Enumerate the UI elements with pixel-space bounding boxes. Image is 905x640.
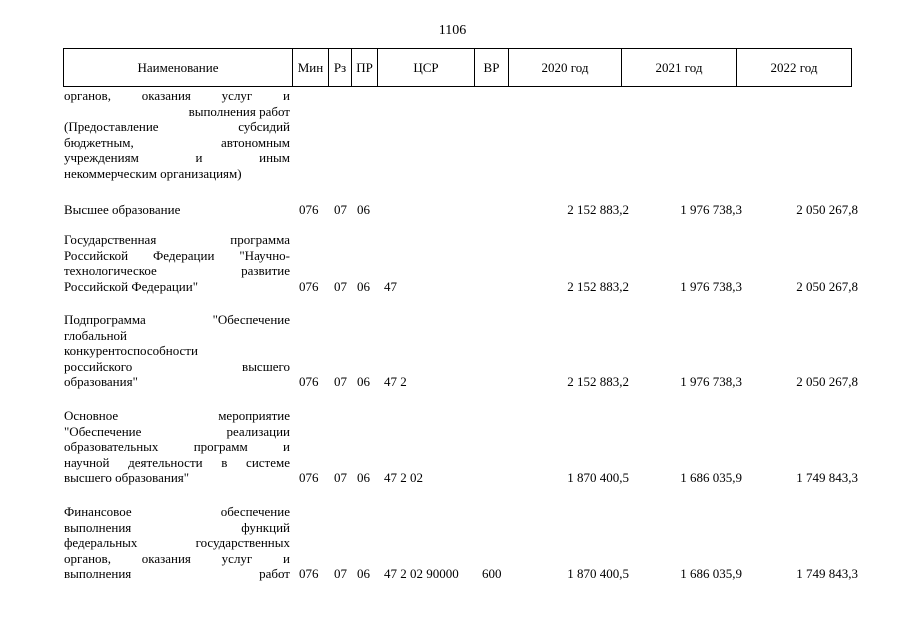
name-line: федеральных государственных [64, 535, 290, 550]
cell-2022: 2 050 267,8 [796, 202, 858, 217]
name-line: Высшее образование [64, 202, 181, 217]
name-line: учреждениям и иным [64, 150, 290, 165]
cell-rz: 07 [334, 278, 347, 294]
name-line: выполнения функций [64, 519, 290, 535]
row-name [64, 408, 290, 486]
cell-pr: 06 [357, 278, 370, 294]
cell-csr: 47 2 02 90000 [384, 566, 459, 581]
cell-rz: 07 [334, 470, 347, 485]
cell-2022: 1 749 843,3 [796, 470, 858, 485]
name-line: Российской Федерации" [64, 278, 199, 294]
name-line: (Предоставление субсидий [64, 119, 290, 134]
cell-2022: 1 749 843,3 [796, 566, 858, 581]
header-2020: 2020 год [509, 49, 622, 87]
cell-2020: 1 870 400,5 [567, 566, 629, 581]
header-min: Мин [293, 49, 329, 87]
cell-pr: 06 [357, 566, 370, 581]
name-line: бюджетным, автономным [64, 134, 290, 150]
cell-csr: 47 [384, 278, 397, 294]
row-name [64, 312, 290, 390]
name-line: глобальной [64, 327, 127, 343]
name-line: научной деятельности в системе [64, 454, 290, 470]
cell-csr: 47 2 [384, 374, 407, 389]
name-line: выполнения работ [64, 566, 290, 581]
cell-min: 076 [299, 278, 319, 294]
header-rz: Рз [329, 49, 352, 87]
cell-2020: 1 870 400,5 [567, 470, 629, 485]
name-line: российского высшего [64, 358, 290, 374]
cell-2020: 2 152 883,2 [567, 278, 629, 294]
cell-2022: 2 050 267,8 [796, 278, 858, 294]
name-line: Основное мероприятие [64, 408, 290, 423]
name-line: технологическое развитие [64, 263, 290, 278]
header-csr: ЦСР [378, 49, 475, 87]
name-line: Государственная программа [64, 232, 290, 247]
cell-pr: 06 [357, 470, 370, 485]
cell-2022: 2 050 267,8 [796, 374, 858, 389]
name-line: выполнения работ [188, 103, 290, 119]
header-2022: 2022 год [737, 49, 852, 87]
row-name [64, 504, 290, 582]
row-name [64, 232, 290, 294]
cell-2021: 1 976 738,3 [680, 374, 742, 389]
cell-rz: 07 [334, 566, 347, 581]
name-line: образовательных программ и [64, 439, 290, 454]
cell-rz: 07 [334, 374, 347, 389]
cell-pr: 06 [357, 374, 370, 389]
name-line: Подпрограмма "Обеспечение [64, 312, 290, 327]
cell-2021: 1 686 035,9 [680, 470, 742, 485]
header-2021: 2021 год [622, 49, 737, 87]
header-vr: ВР [475, 49, 509, 87]
name-line: некоммерческим организациям) [64, 165, 242, 181]
cell-vr: 600 [482, 566, 502, 581]
cell-csr: 47 2 02 [384, 470, 423, 485]
cell-rz: 07 [334, 202, 347, 217]
name-line: конкурентоспособности [64, 343, 198, 358]
cell-2021: 1 686 035,9 [680, 566, 742, 581]
cell-min: 076 [299, 202, 319, 217]
cell-min: 076 [299, 470, 319, 485]
cell-2020: 2 152 883,2 [567, 202, 629, 217]
cell-2020: 2 152 883,2 [567, 374, 629, 389]
name-line: "Обеспечение реализации [64, 423, 290, 439]
page-number: 1106 [438, 23, 467, 38]
cell-min: 076 [299, 374, 319, 389]
name-line: органов, оказания услуг и [64, 550, 290, 566]
name-line: органов, оказания услуг и [64, 88, 290, 103]
cell-2021: 1 976 738,3 [680, 278, 742, 294]
name-line: Российской Федерации "Научно- [64, 247, 290, 263]
header-name: Наименование [64, 49, 293, 87]
cell-min: 076 [299, 566, 319, 581]
table-header [63, 48, 852, 87]
cell-pr: 06 [357, 202, 370, 217]
name-line: Финансовое обеспечение [64, 504, 290, 519]
header-pr: ПР [352, 49, 378, 87]
name-line: образования" [64, 374, 138, 389]
row-name [64, 88, 290, 181]
name-line: высшего образования" [64, 470, 190, 485]
cell-2021: 1 976 738,3 [680, 202, 742, 217]
row-name [64, 202, 290, 218]
